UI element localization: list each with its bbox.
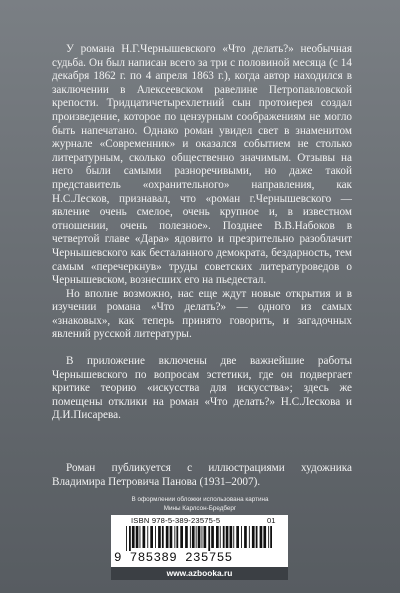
barcode-bar	[268, 526, 269, 548]
barcode-bar	[256, 526, 258, 548]
barcode-bar	[230, 526, 233, 548]
barcode-digits: 9 785389 235755	[114, 551, 233, 565]
barcode-bar	[270, 526, 272, 548]
barcode-bar	[208, 526, 210, 551]
barcode-bar	[196, 526, 197, 548]
barcode-bar	[233, 526, 234, 548]
description-block-1	[52, 43, 352, 342]
barcode-bar	[223, 526, 225, 548]
credit-line-2: Мины Карлсон-Бредберг	[163, 504, 237, 512]
barcode-bar	[162, 526, 164, 548]
description-block-3	[52, 462, 352, 489]
description-paragraph-3: В приложение включены две важнейшие работы Чернышевского по вопросам эстетики, где он подвергает критике теорию «искусства для искусства»; здесь же помещены отклики на роман «Что делать?» Н.С.Лескова и Д.И.Писарева.	[52, 355, 352, 422]
barcode-bar	[198, 526, 201, 548]
barcode-bar	[140, 526, 141, 548]
barcode-bar	[252, 526, 255, 548]
barcode-bar	[263, 526, 266, 548]
barcode-bar	[220, 526, 221, 548]
barcode-bar	[241, 526, 242, 548]
barcode-bar	[216, 526, 219, 548]
barcode-bar	[185, 526, 188, 548]
barcode-bar	[236, 526, 239, 548]
barcode-bar	[180, 526, 183, 548]
barcode-bar	[244, 526, 247, 548]
description-paragraph-2: Но вполне возможно, нас еще ждут новые открытия и в изучении романа «Что делать?» — одного из самых «знаковых», как теперь принято говорить, и загадочных явлений русской литературы.	[52, 287, 352, 341]
barcode-bar	[192, 526, 195, 548]
barcode-bar	[150, 526, 153, 548]
publisher-website: www.azbooka.ru	[111, 567, 288, 580]
barcode-bar	[166, 526, 169, 548]
barcode-bar	[260, 526, 263, 548]
barcode-bar	[126, 526, 127, 551]
isbn-label: ISBN 978-5-389-23575-5	[131, 516, 221, 525]
barcode-addon-code: 01	[267, 516, 276, 525]
barcode-bar	[226, 526, 229, 548]
barcode-bar	[190, 526, 191, 548]
barcode-box	[111, 515, 288, 567]
barcode-bar	[174, 526, 175, 548]
barcode-bar	[158, 526, 161, 548]
barcode-bar	[204, 526, 207, 548]
barcode-bar	[155, 526, 156, 548]
description-block-2	[52, 355, 352, 423]
description-paragraph-4: Роман публикуется с иллюстрациями художника Владимира Петровича Панова (1931–2007).	[52, 462, 352, 488]
barcode-bar	[136, 526, 139, 548]
barcode-bar	[211, 526, 214, 548]
barcode-bar	[202, 526, 203, 548]
barcode-bar	[170, 526, 173, 548]
barcode-bar	[129, 526, 131, 551]
barcode-bar	[176, 526, 178, 548]
description-paragraph-1: У романа Н.Г.Чернышевского «Что делать?» необычная судьба. Он был написан всего за три с половиной месяца (с 14 декабря 1862 г. по 4 апреля 1863 г.), когда автор находился в заключении в Алексеевском равелине Петропавловской крепости. Тридцатичетырехлетний сын протоиерея создал произведение, которое по цензурным соображениям не могло быть напечатано. Однако роман увидел свет в знаменитом журнале «Современник» и оказался событием не столько литературным, сколько общественно значимым. Отзывы на него были самыми разноречивыми, но даже такой представитель «охранительного» направления, как Н.С.Лесков, признавал, что «роман г.Чернышевского — явление очень смелое, очень крупное и, в известном отношении, очень полезное». Позднее В.В.Набоков в четвертой главе «Дара» ядовито и презрительно разоблачит Чернышевского как бесталанного демократа, бездарность, тем самым «перечеркнув» труды советских литературоведов о Чернышевском, вознесших его на пьедестал.	[52, 43, 352, 287]
barcode-bar	[147, 526, 148, 548]
barcode-bar	[132, 526, 135, 548]
barcode-bar	[143, 526, 146, 548]
barcode-bar	[249, 526, 250, 548]
barcode-icon	[124, 526, 276, 551]
cover-art-credit	[100, 496, 300, 513]
credit-line-1: В оформлении обложки использована картина	[131, 496, 269, 503]
